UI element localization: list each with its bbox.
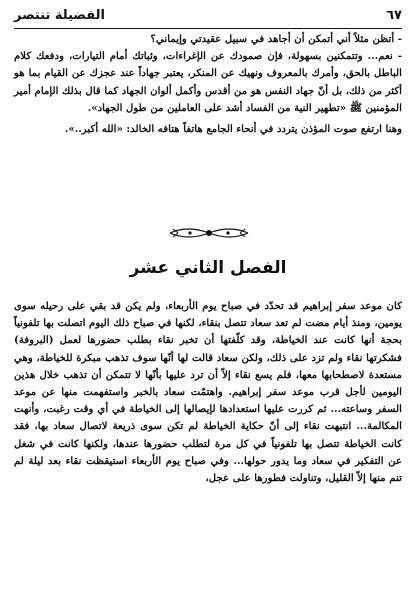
chapter-title: الفصل الثاني عشر	[129, 258, 287, 278]
closing-paragraph: وهنا ارتفع صوت المؤذن يتردد في أنحاء الجامع هاتفاً هتافه الخالد: «الله أكبر..».	[64, 123, 402, 136]
page-number: ٦٧	[386, 7, 402, 23]
section-1	[14, 31, 402, 138]
chapter-body: كان موعد سفر إبراهيم قد تحدّد في صباح يوم الأربعاء، ولم يكن قد بقي على رحيله سوى يومين، ومنذ أيام مضت لم تعد سعاد تتصل بنقاء، لكنها في صباح ذلك اليوم اتصلت بها تلفونياً بحجة أنها كانت عند الخياطة، وقد كلّفتها أن تخبر نقاء بطلب حضورها لعمل (البروفة) فشكرتها نقاء ولم تزد على ذلك، ولكن سعاد قالت لها أنّها سوف تذهب مبكرة للخياطة، وهي مستعدة لاصطحابها معها، فلم يسع نقاء إلاّ أن ترد عليها بأنّها لا تتمكن أن تذهب خلال هذين اليومين لأجل قرب موعد سفر إبراهيم. واهتمّت سعاد بالخبر واستفهمت منها عن موعد السفر وساعته... ثم كررت عليها استعدادها لإيصالها إلى الخياطة في أي وقت رغبت، وأنهت المكالمة... انتبهت نقاء إلى أنّ حكاية الخياطة لم تكن سوى ذريعة لاتصال سعاد بها، فقد كانت الخياطة تتصل بها تلفونياً في كل مرة لتطلب حضورها عندها، ولكنها كانت في شغل عن التفكير في سعاد وما يدور حولها... وفي صباح يوم الأربعاء استيقظت نقاء بعد ليلة لم تنم منها إلاّ القليل، وتناولت فطورها على عجل،	[14, 300, 402, 485]
floral-divider-icon	[168, 223, 250, 243]
running-title: الفضيلة تنتصر	[14, 7, 105, 23]
section-2	[14, 298, 402, 487]
question-paragraph: - أتظن مثلاً أني أتمكن أن أجاهد في سبيل عقيدتي وإيماني؟	[150, 33, 402, 45]
answer-paragraph: - نعم... وتتمكنين بسهولة، فإن صمودك عن الإغراءات، وثباتك أمام التيارات، ودفعك كلام الباطل بالحق، وأمرك بالمعروف ونهيك عن المنكر، يعتبر جهاداً عند عجزك عن القيام بما هو أكثر من ذلك، بل أنّ جهاد النفس هو من أقدس وأكمل ألوان الجهاد كما قال بذلك الإمام أمير المؤمنين ﷺ «تطهير النية من الفساد أشد على العاملين من طول الجهاد».	[14, 50, 402, 114]
header-rule	[14, 28, 402, 29]
page-header	[14, 3, 402, 27]
